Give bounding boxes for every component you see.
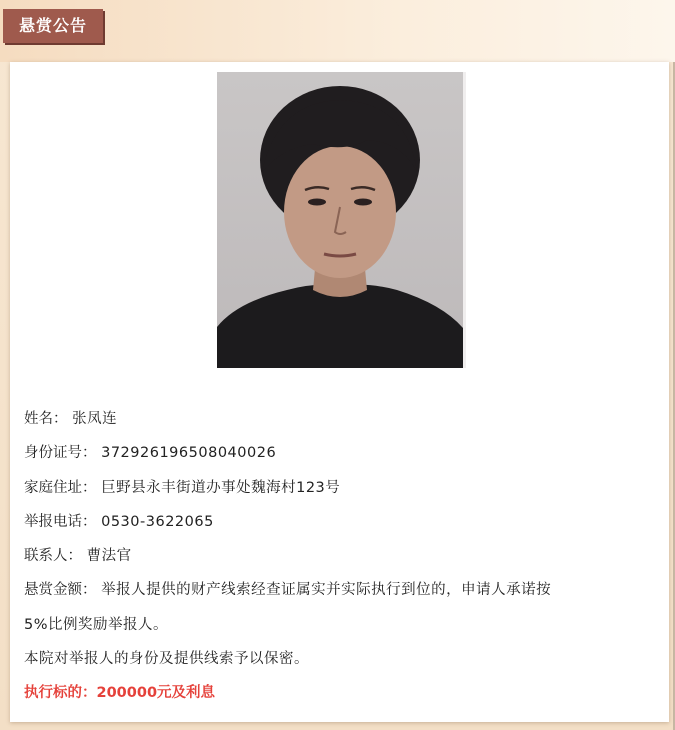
target-label: 执行标的： <box>24 685 97 702</box>
privacy-row <box>24 642 664 676</box>
reward-label: 悬赏金额： <box>24 582 97 599</box>
reward-text-line2: 5%比例奖励举报人。 <box>24 616 169 633</box>
name-row <box>24 402 664 436</box>
portrait-photo-icon <box>217 72 463 368</box>
reward-row <box>24 573 664 607</box>
id-value: 372926196508040026 <box>101 445 277 462</box>
info-list <box>24 402 664 711</box>
target-amount: 200000元及利息 <box>96 685 216 702</box>
name-value: 张凤连 <box>72 411 118 427</box>
phone-label: 举报电话： <box>24 513 97 530</box>
reward-row-continued <box>24 608 664 642</box>
contact-row <box>24 539 664 573</box>
contact-label: 联系人： <box>24 548 82 565</box>
contact-value: 曹法官 <box>86 548 132 565</box>
address-label: 家庭住址： <box>24 479 97 496</box>
id-label: 身份证号： <box>24 445 97 462</box>
address-value: 巨野县永丰街道办事处魏海村123号 <box>101 479 341 496</box>
reward-text-line1: 举报人提供的财产线索经查证属实并实际执行到位的，申请人承诺按 <box>101 582 552 599</box>
notice-card <box>10 62 669 722</box>
phone-row <box>24 505 664 539</box>
name-label: 姓名： <box>24 411 68 427</box>
privacy-note: 本院对举报人的身份及提供线索予以保密。 <box>24 651 309 668</box>
phone-value: 0530-3622065 <box>101 513 214 530</box>
address-row <box>24 471 664 505</box>
target-row <box>24 676 664 710</box>
notice-tab[interactable]: 悬赏公告 <box>3 9 103 43</box>
id-row <box>24 436 664 470</box>
portrait-photo <box>217 72 466 368</box>
header-bar <box>0 0 675 62</box>
